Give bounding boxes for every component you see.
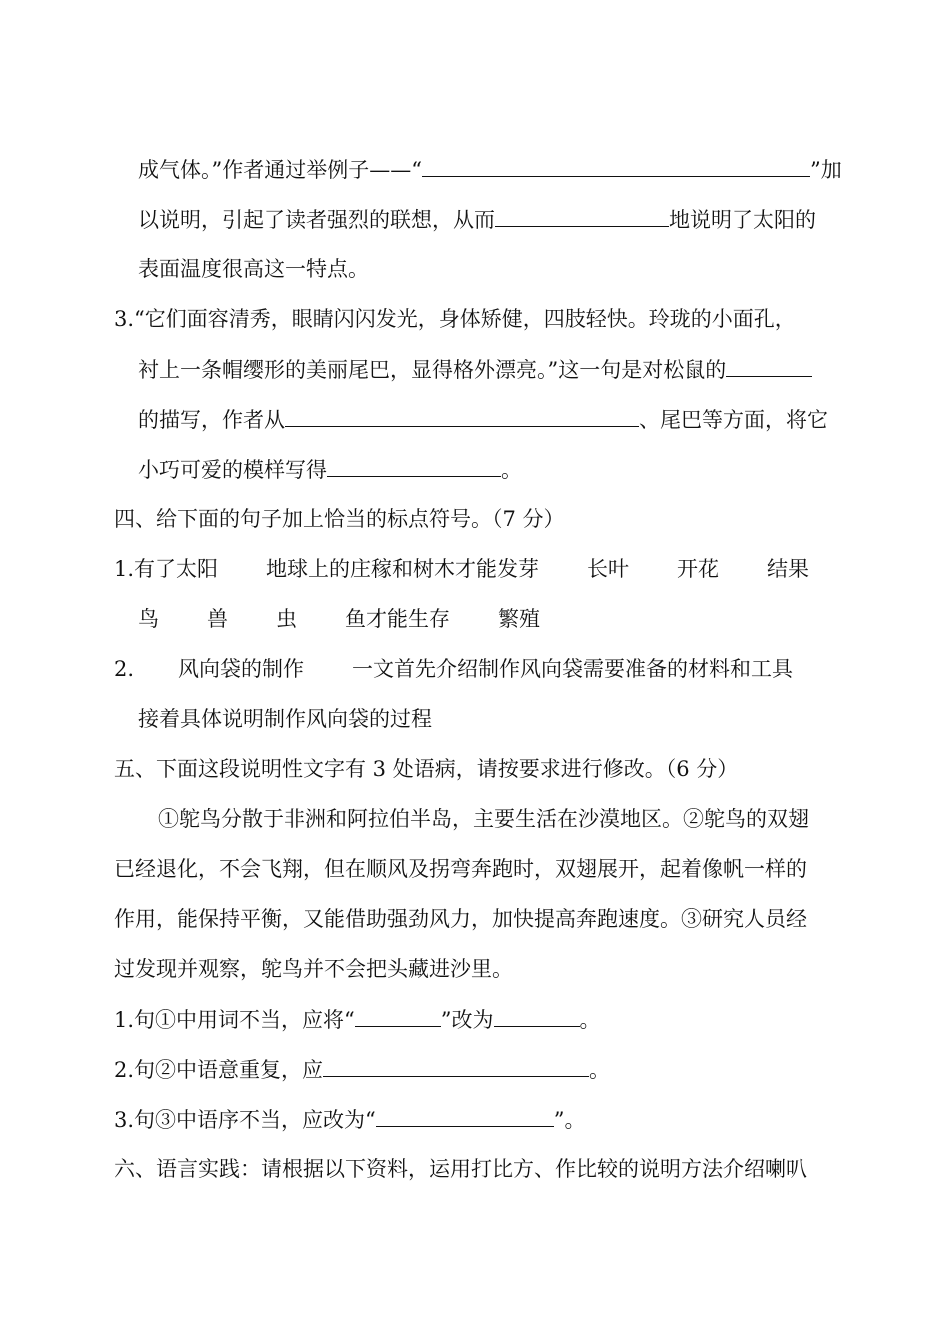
- sentence-fragment: 风向袋的制作: [178, 657, 305, 681]
- sentence-fragment: 开花: [677, 557, 720, 581]
- sentence-fragment: 兽: [207, 607, 228, 631]
- q3-2-line-3: [138, 254, 369, 284]
- q3-2-line-1-text-a: 成气体。”作者通过举例子——“: [138, 158, 422, 182]
- q3-3-line-2-text: 衬上一条帽缨形的美丽尾巴，显得格外漂亮。”这一句是对松鼠的: [138, 358, 727, 382]
- section-4-q1-line-2: [138, 604, 540, 634]
- section-5-paragraph-line-1: [158, 804, 809, 834]
- sentence-fragment: 繁殖: [498, 607, 540, 631]
- sentence-fragment: 鱼才能生存: [345, 607, 450, 631]
- section-6-heading-text: 六、语言实践：请根据以下资料，运用打比方、作比较的说明方法介绍喇叭: [114, 1157, 807, 1181]
- section-5-q1: [114, 1004, 601, 1034]
- q1-text-c: 。: [579, 1008, 601, 1032]
- answer-blank[interactable]: [726, 354, 812, 377]
- section-6-heading: [114, 1154, 807, 1184]
- section-5-paragraph-line-3: [114, 904, 807, 934]
- answer-blank[interactable]: [355, 1004, 441, 1027]
- q1-text-b: ”改为: [440, 1008, 494, 1032]
- q3-3-line-2: [138, 354, 812, 384]
- section-5-q3: [114, 1104, 586, 1134]
- q3-2-line-2-text-b: 地说明了太阳的: [669, 208, 816, 232]
- q3-3-line-1-text: 3.“它们面容清秀，眼睛闪闪发光，身体矫健，四肢轻快。玲珑的小面孔，: [114, 307, 796, 331]
- paragraph-text: 已经退化，不会飞翔，但在顺风及拐弯奔跑时，双翅展开，起着像帆一样的: [114, 857, 807, 881]
- section-4-q2-line-2: [138, 704, 432, 734]
- q3-3-line-4-text-a: 小巧可爱的模样写得: [138, 458, 327, 482]
- sentence-fragment: 虫: [276, 607, 297, 631]
- q3-3-line-3-text-b: 、尾巴等方面，将它: [639, 408, 828, 432]
- q3-text-a: 3.句③中语序不当，应改为“: [114, 1108, 376, 1132]
- section-4-heading-text: 四、给下面的句子加上恰当的标点符号。（7 分）: [114, 507, 565, 531]
- sentence-fragment: 鸟: [138, 607, 159, 631]
- sentence-fragment: 结果: [767, 557, 810, 581]
- paragraph-text: 作用，能保持平衡，又能借助强劲风力，加快提高奔跑速度。③研究人员经: [114, 907, 807, 931]
- section-4-heading: [114, 504, 565, 534]
- answer-blank[interactable]: [285, 404, 639, 427]
- answer-blank[interactable]: [494, 1004, 580, 1027]
- section-5-heading: [114, 754, 738, 784]
- q3-2-line-2-text-a: 以说明，引起了读者强烈的联想，从而: [138, 208, 495, 232]
- q3-2-line-3-text: 表面温度很高这一特点。: [138, 257, 369, 281]
- q3-3-line-4-text-b: 。: [501, 458, 522, 482]
- q2-text-a: 2.句②中语意重复，应: [114, 1058, 324, 1082]
- q3-3-line-4: [138, 454, 522, 484]
- answer-blank[interactable]: [327, 454, 501, 477]
- sentence-fragment: 一文首先介绍制作风向袋需要准备的材料和工具: [352, 657, 794, 681]
- q3-text-b: ”。: [553, 1108, 586, 1132]
- q3-3-line-3: [138, 404, 828, 434]
- sentence-fragment: 地球上的庄稼和树木才能发芽: [266, 557, 540, 581]
- question-number: 1.: [114, 557, 135, 581]
- section-5-paragraph-line-4: [114, 954, 513, 984]
- section-4-q2-line-1: [114, 654, 793, 684]
- q3-2-line-2: [138, 204, 816, 234]
- answer-blank[interactable]: [422, 154, 810, 177]
- answer-blank[interactable]: [376, 1104, 554, 1127]
- q3-2-line-1-text-b: ”加: [809, 158, 842, 182]
- section-4-q1-line-1: [114, 554, 809, 584]
- q1-text-a: 1.句①中用词不当，应将“: [114, 1008, 355, 1032]
- answer-blank[interactable]: [323, 1054, 589, 1077]
- sentence-fragment: 接着具体说明制作风向袋的过程: [138, 707, 432, 731]
- sentence-fragment: 有了太阳: [134, 557, 219, 581]
- q2-text-b: 。: [589, 1058, 611, 1082]
- question-number: 2.: [114, 657, 135, 681]
- paragraph-text: ①鸵鸟分散于非洲和阿拉伯半岛，主要生活在沙漠地区。②鸵鸟的双翅: [158, 807, 809, 831]
- paragraph-text: 过发现并观察，鸵鸟并不会把头藏进沙里。: [114, 957, 513, 981]
- q3-2-line-1: [138, 154, 842, 184]
- answer-blank[interactable]: [495, 204, 669, 227]
- section-5-heading-text: 五、下面这段说明性文字有 3 处语病，请按要求进行修改。（6 分）: [114, 757, 739, 781]
- q3-3-line-1: [114, 304, 796, 334]
- sentence-fragment: 长叶: [587, 557, 630, 581]
- section-5-q2: [114, 1054, 610, 1084]
- q3-3-line-3-text-a: 的描写，作者从: [138, 408, 285, 432]
- section-5-paragraph-line-2: [114, 854, 807, 884]
